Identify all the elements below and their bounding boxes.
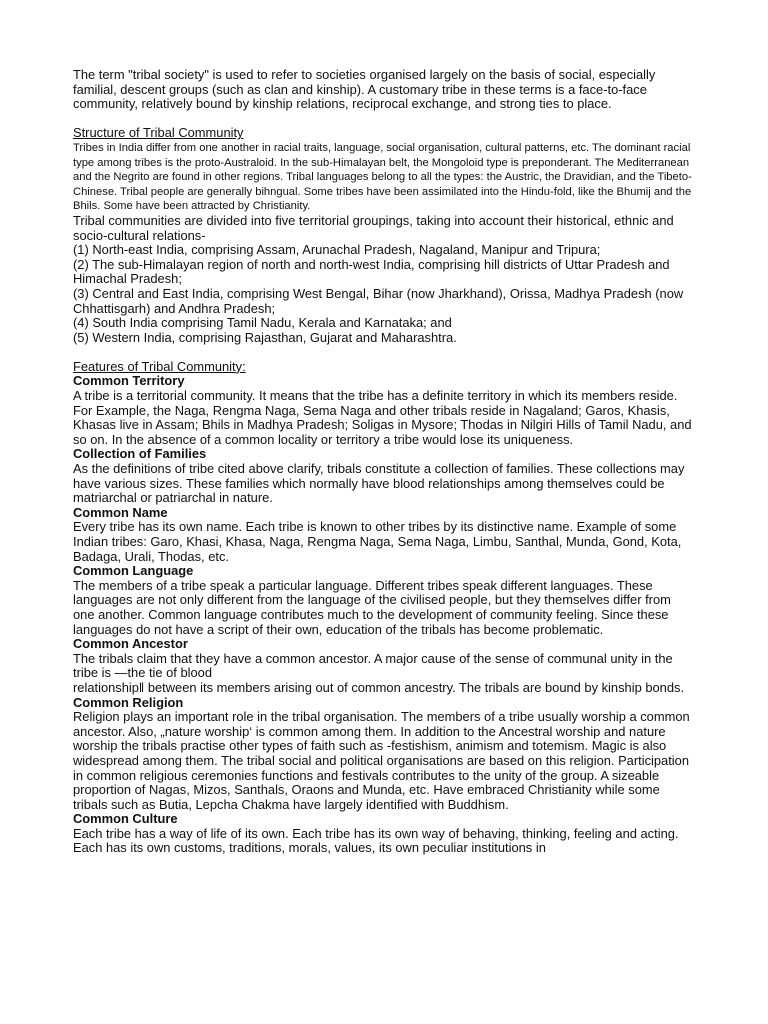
spacer [73,112,693,127]
section-text-ancestor: The tribals claim that they have a common ancestor. A major cause of the sense of communal unity in the tribe is —the tie of blood relationship‖ between its members arising out of common ancestry. The tribals are bound by kinship bonds. [73,650,685,695]
section-title-religion: Common Religion [73,694,184,710]
section-title-language: Common Language [73,563,194,579]
intro-paragraph: The term "tribal society" is used to refer to societies organised largely on the basis of social, especially familial, descent groups (such as clan and kinship). A customary tribe in these terms is a face-to-face community, relatively bound by kinship relations, reciprocal exchange, and strong ties to place. [73,67,656,112]
section-title-culture: Common Culture [73,811,178,827]
grouping-item: (5) Western India, comprising Rajasthan, Gujarat and Maharashtra. [73,329,457,345]
features-heading: Features of Tribal Community: [73,358,246,374]
section-text-language: The members of a tribe speak a particular language. Different tribes speak different languages. These languages are not only different from the language of the civilised people, but they themselves differ from one another. Common language contributes much to the development of community feeling. Since these languages do not have a script of their own, education of the tribals has become problematic. [73,577,671,637]
grouping-item: (4) South India comprising Tamil Nadu, Kerala and Karnataka; and [73,315,452,331]
document-page [73,68,693,856]
groupings-paragraph: Tribal communities are divided into five territorial groupings, taking into account their historical, ethnic and socio-cultural relations- [73,212,674,243]
structure-heading: Structure of Tribal Community [73,125,244,141]
structure-paragraph: Tribes in India differ from one another in racial traits, language, social organisation, cultural patterns, etc. The dominant racial type among tribes is the proto-Australoid. In the sub-Himalayan belt, the Mongoloid type is preponderant. The Mediterranean and the Negrito are found in other regions. Tribal languages belong to all the types: the Austric, the Dravidian, and the Tibeto-Chinese. Tribal people are generally bihngual. Some tribes have been assimilated into the Hindu-fold, like the Bhumij and the Bhils. Some have been attracted by Christianity. [73,141,692,213]
section-title-name: Common Name [73,504,168,520]
section-text-families: As the definitions of tribe cited above clarify, tribals constitute a collection of families. These collections may have various sizes. These families which normally have blood relationships among themselves could be matriarchal or patriarchal in nature. [73,461,685,506]
section-text-territory: A tribe is a territorial community. It means that the tribe has a definite territory in which its members reside. For Example, the Naga, Rengma Naga, Sema Naga and other tribals reside in Nagaland; Garos, Khasis, Khasas live in Assam; Bhils in Madhya Pradesh; Soligas in Mysore; Thodas in Nilgiri Hills of Tamil Nadu, and so on. In the absence of a common locality or territory a tribe would lose its uniqueness. [73,388,692,447]
section-title-families: Collection of Families [73,446,207,462]
section-title-territory: Common Territory [73,373,185,389]
section-text-religion: Religion plays an important role in the tribal organisation. The members of a tribe usually worship a common ancestor. Also, „nature worship‘ is common among them. In addition to the Ancestral worship and nature worship the tribals practise other types of faith such as -festishism, animism and totemism. Magic is also widespread among them. The tribal social and political organisations are based on this religion. Participation in common religious ceremonies functions and festivals contributes to the unity of the group. A sizeable proportion of Nagas, Mizos, Santhals, Oraons and Munda, etc. Have embraced Christianity while some tribals such as Butia, Lepcha Chakma have largely identified with Buddhism. [73,709,690,812]
grouping-item: (3) Central and East India, comprising West Bengal, Bihar (now Jharkhand), Orissa, Madhya Pradesh (now Chhattisgarh) and Andhra Pradesh; [73,285,684,316]
section-text-culture: Each tribe has a way of life of its own. Each tribe has its own way of behaving, thinking, feeling and acting. Each has its own customs, traditions, morals, values, its own peculiar institutions in [73,825,679,856]
section-title-ancestor: Common Ancestor [73,636,188,652]
grouping-item: (2) The sub-Himalayan region of north and north-west India, comprising hill districts of Uttar Pradesh and Himachal Pradesh; [73,256,670,287]
grouping-item: (1) North-east India, comprising Assam, Arunachal Pradesh, Nagaland, Manipur and Tripura; [73,242,601,258]
section-text-name: Every tribe has its own name. Each tribe is known to other tribes by its distinctive name. Example of some Indian tribes: Garo, Khasi, Khasa, Naga, Rengma Naga, Sema Naga, Limbu, Santhal, Munda, Gond, Kota, Badaga, Urali, Thodas, etc. [73,519,682,564]
spacer [73,345,693,360]
